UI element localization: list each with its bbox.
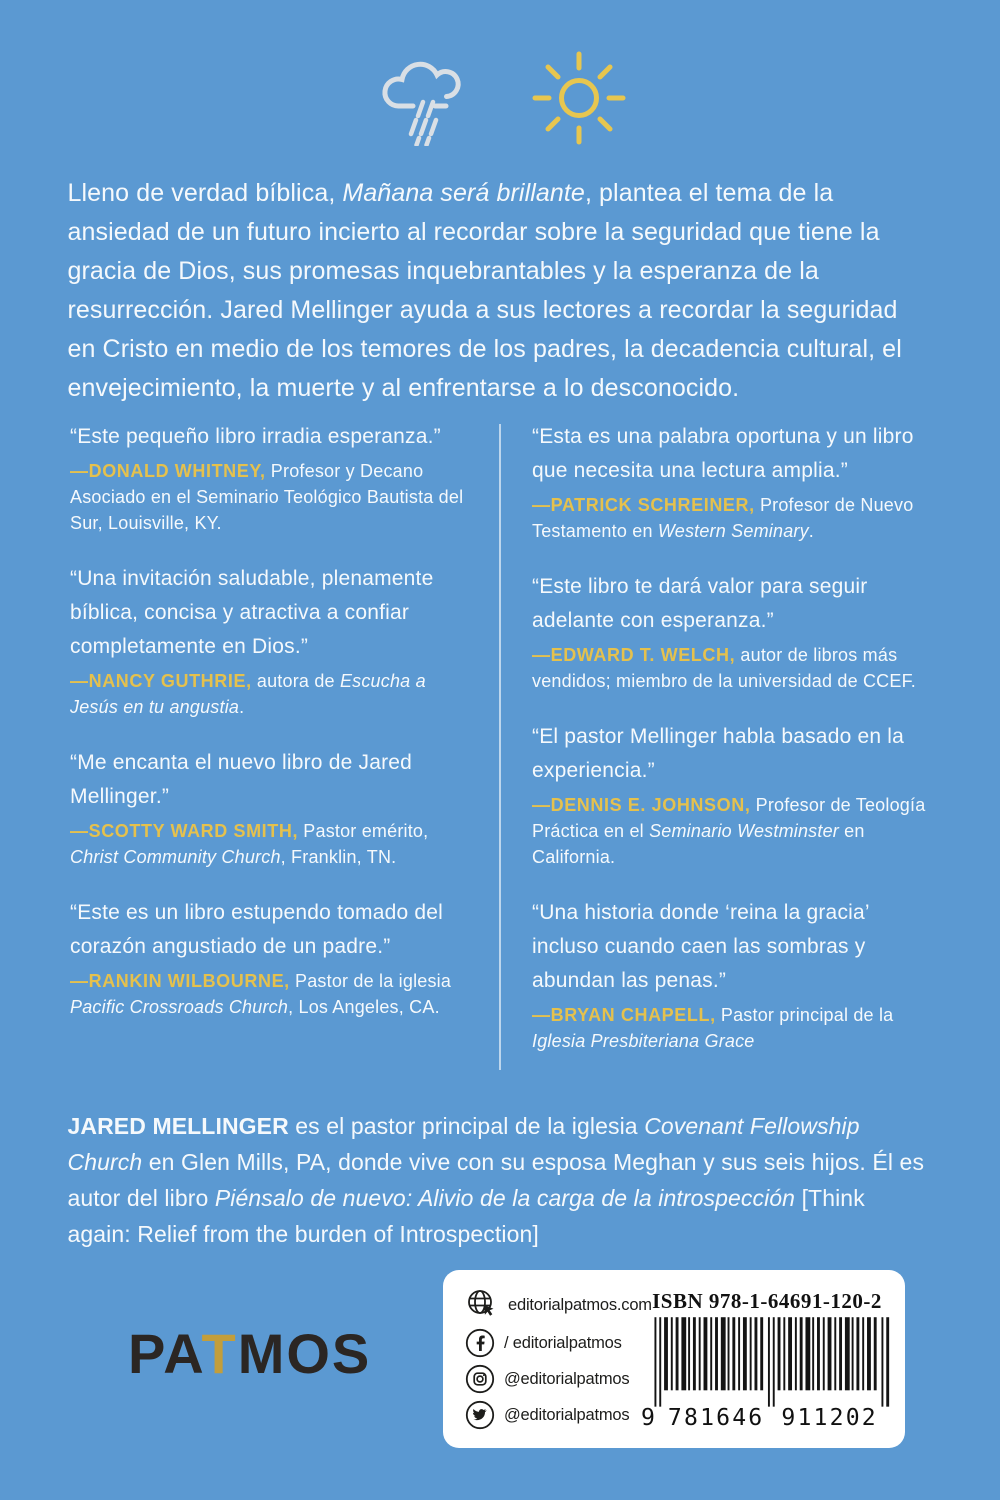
endorser-name: —NANCY GUTHRIE, <box>70 671 252 691</box>
endorser-name: —BRYAN CHAPELL, <box>532 1005 716 1025</box>
social-links <box>443 1282 652 1436</box>
testimonial <box>532 420 930 544</box>
footer <box>0 1264 1000 1494</box>
endorser-role: Pastor emérito, <box>298 821 429 841</box>
endorser-role-tail: en California. <box>532 821 865 867</box>
endorser-name: —DENNIS E. JOHNSON, <box>532 795 751 815</box>
twitter-label: @editorialpatmos <box>504 1405 630 1424</box>
bio-text-3: [Think again: Relief from the burden of Introspection] <box>67 1185 865 1247</box>
intro-paragraph <box>68 174 933 408</box>
testimonial-attribution <box>70 818 468 870</box>
endorser-role: Pastor principal de la <box>715 1005 894 1025</box>
testimonial-quote: “Me encanta el nuevo libro de Jared Mellinger.” <box>70 751 413 808</box>
weather-icons-row <box>0 0 1000 146</box>
twitter-row <box>465 1400 629 1430</box>
endorser-role-italic: Western Seminary <box>657 521 809 541</box>
bio-book-italic: Piénsalo de nuevo: Alivio de la carga de la introspección <box>214 1185 796 1211</box>
endorser-name: —RANKIN WILBOURNE, <box>70 971 290 991</box>
logo-mos: MOS <box>237 1322 372 1385</box>
testimonial-quote: “Este libro te dará valor para seguir adelante con esperanza.” <box>532 575 868 632</box>
endorser-role: Profesor y Decano Asociado en el Seminario Teológico Bautista del Sur, Louisville, KY. <box>70 461 464 533</box>
testimonial <box>70 746 468 870</box>
bio-text-1: es el pastor principal de la iglesia <box>288 1113 645 1139</box>
instagram-icon <box>465 1364 495 1394</box>
barcode-block <box>629 1289 905 1429</box>
testimonial-attribution <box>70 458 468 536</box>
testimonial-attribution <box>70 668 468 720</box>
endorsements-section <box>70 420 930 1080</box>
facebook-icon <box>465 1328 495 1358</box>
instagram-label: @editorialpatmos <box>504 1369 630 1388</box>
testimonial <box>532 896 930 1054</box>
testimonial-quote: “Esta es una palabra oportuna y un libro que necesita una lectura amplia.” <box>532 425 914 482</box>
endorser-name: —EDWARD T. WELCH, <box>532 645 736 665</box>
endorser-role: Profesor de Teología Práctica en el <box>532 795 926 841</box>
testimonial <box>532 570 930 694</box>
testimonial-quote: “Este es un libro estupendo tomado del corazón angustiado de un padre.” <box>70 901 443 958</box>
testimonial-quote: “Una invitación saludable, plenamente bíblica, concisa y atractiva a confiar completamente en Dios.” <box>70 567 434 658</box>
testimonial-attribution <box>532 1002 930 1054</box>
testimonial <box>70 420 468 536</box>
barcode-digits-group2: 911202 <box>781 1404 876 1429</box>
instagram-row <box>465 1364 629 1394</box>
intro-pre: Lleno de verdad bíblica, <box>67 179 343 207</box>
bio-text-2: en Glen Mills, PA, donde vive con su esposa Meghan y sus seis hijos. Él es autor del libro <box>67 1149 925 1211</box>
endorser-role: autor de libros más vendidos; miembro de la universidad de CCEF. <box>532 645 916 691</box>
author-name: JARED MELLINGER <box>67 1113 289 1139</box>
rain-cloud-icon <box>373 50 473 146</box>
endorsements-right-column <box>500 420 930 1080</box>
endorser-role: Profesor de Nuevo Testamento en <box>532 495 914 541</box>
testimonial <box>70 896 468 1020</box>
book-title-italic: Mañana será brillante <box>342 179 585 207</box>
bio-church-italic: Covenant Fellowship Church <box>67 1113 860 1175</box>
intro-post: , plantea el tema de la ansiedad de un futuro incierto al recordar sobre la seguridad que tiene la gracia de Dios, sus promesas inquebrantables y la esperanza de la resurrección. Jared Mellinger ayuda a sus lectores a recordar la seguridad en Cristo en medio de los temores de los padres, la decadencia cultural, el envejecimiento, la muerte y al enfrentarse a lo desconocido. <box>67 179 902 402</box>
author-bio <box>68 1108 933 1252</box>
testimonial <box>532 720 930 870</box>
testimonial-quote: “Este pequeño libro irradia esperanza.” <box>70 425 441 448</box>
testimonial-attribution <box>532 492 930 544</box>
endorsements-left-column <box>70 420 500 1080</box>
logo-pa: PA <box>128 1322 202 1385</box>
testimonial-attribution <box>70 968 468 1020</box>
testimonial-quote: “El pastor Mellinger habla basado en la experiencia.” <box>532 725 905 782</box>
sun-icon <box>531 50 627 146</box>
ean-barcode <box>641 1317 893 1429</box>
globe-cursor-icon <box>465 1288 499 1322</box>
endorser-name: —PATRICK SCHREINER, <box>532 495 755 515</box>
testimonial-quote: “Una historia donde ‘reina la gracia’ incluso cuando caen las sombras y abundan las penas.” <box>532 901 869 992</box>
facebook-row <box>465 1328 629 1358</box>
logo-t-gold: T <box>201 1322 238 1385</box>
website-label: editorialpatmos.com <box>508 1295 652 1314</box>
endorser-role-italic: Christ Community Church <box>70 847 281 867</box>
endorser-name: —SCOTTY WARD SMITH, <box>70 821 299 841</box>
publisher-info-box <box>443 1270 905 1448</box>
endorser-role: autora de <box>251 671 340 691</box>
patmos-logo <box>128 1322 372 1385</box>
facebook-label: / editorialpatmos <box>504 1333 622 1352</box>
endorser-role-italic: Seminario Westminster <box>649 821 839 841</box>
isbn-label: ISBN 978-1-64691-120-2 <box>652 1289 882 1313</box>
endorser-role-italic: Escucha a Jesús en tu angustia <box>70 671 426 717</box>
endorser-role-italic: Iglesia Presbiteriana Grace <box>532 1031 755 1051</box>
testimonial <box>70 562 468 720</box>
endorser-role-tail: , Los Angeles, CA. <box>288 997 440 1017</box>
endorser-role-tail: . <box>239 697 245 717</box>
endorser-name: —DONALD WHITNEY, <box>70 461 266 481</box>
website-row <box>465 1288 652 1322</box>
twitter-icon <box>465 1400 495 1430</box>
endorser-role-tail: , Franklin, TN. <box>280 847 397 867</box>
barcode-digits-group1: 781646 <box>667 1404 763 1429</box>
barcode-digit-lead: 9 <box>641 1404 655 1429</box>
testimonial-attribution <box>532 642 930 694</box>
testimonial-attribution <box>532 792 930 870</box>
endorser-role: Pastor de la iglesia <box>289 971 452 991</box>
endorser-role-italic: Pacific Crossroads Church <box>70 997 289 1017</box>
endorser-role-tail: . <box>808 521 814 541</box>
